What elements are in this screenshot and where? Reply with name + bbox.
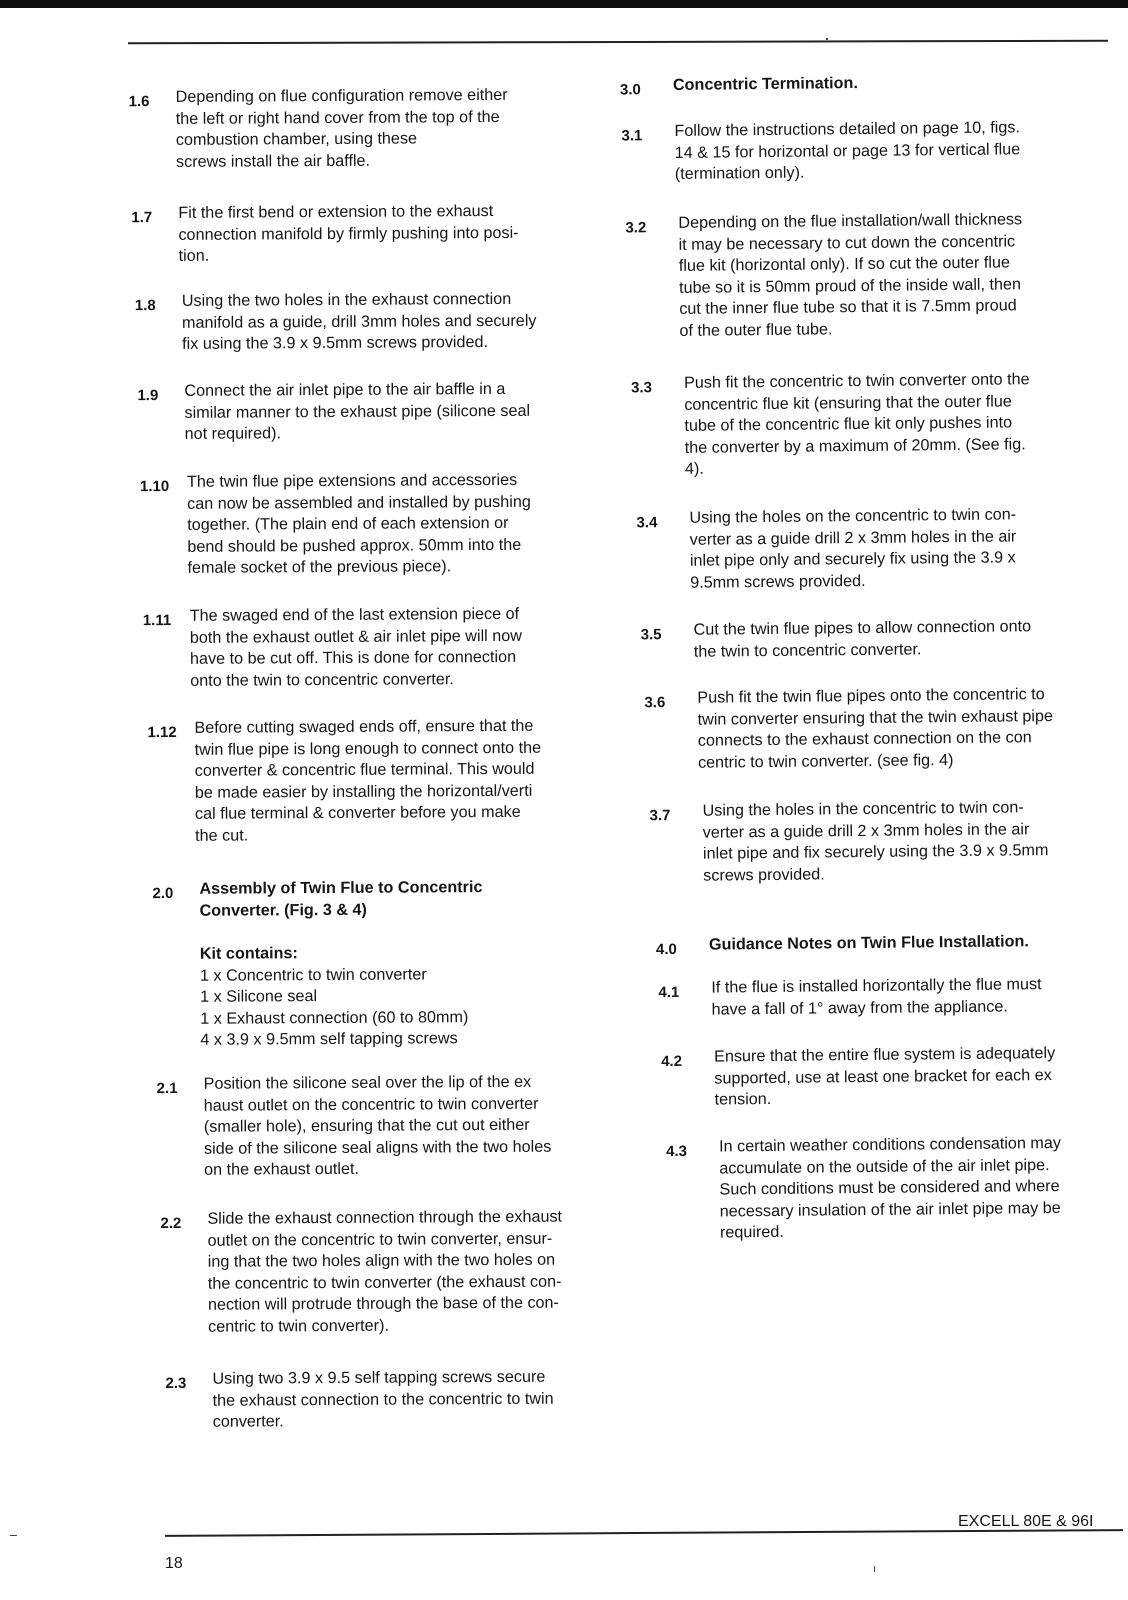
section-3-0 xyxy=(619,71,1040,99)
item-number: 1.11 xyxy=(142,611,172,630)
item-4-3 xyxy=(666,1133,1086,1242)
item-number: 3.1 xyxy=(621,127,643,145)
item-3-3 xyxy=(631,369,1051,478)
footer-model-name: EXCELL 80E & 96I xyxy=(958,1513,1094,1530)
kit-item: 1 x Silicone seal xyxy=(200,987,318,1006)
item-text: Ensure that the entire flue system is adequately supported, use at least one bracket for each ex tension. xyxy=(714,1044,1056,1109)
section-number: 4.0 xyxy=(655,940,677,959)
item-4-2 xyxy=(661,1043,1081,1109)
item-3-4 xyxy=(636,504,1056,592)
item-text: Depending on flue configuration remove either the left or right hand cover from the top of the combustion chamber, using these screws install the air baffle. xyxy=(175,85,508,171)
item-text: Follow the instructions detailed on page 10, figs. 14 & 15 for horizontal or page 13 for vertical flue (termination only). xyxy=(674,118,1021,183)
item-3-5 xyxy=(640,616,1061,661)
item-number: 2.3 xyxy=(165,1374,187,1393)
kit-item: 1 x Exhaust connection (60 to 80mm) xyxy=(200,1007,469,1028)
kit-item: 4 x 3.9 x 9.5mm self tapping screws xyxy=(200,1029,458,1049)
item-text: Using the two holes in the exhaust connection manifold as a guide, drill 3mm holes and securely fix using the 3.9 x 9.5mm screws provided. xyxy=(181,289,537,353)
kit-title: Kit contains: xyxy=(199,944,298,963)
scan-speck xyxy=(10,1535,17,1536)
item-text: Push fit the concentric to twin converter onto the concentric flue kit (ensuring that the outer flue tube of the concentric flue kit only pushes into the converter by a maximum of 20mm. (See fig. 4). xyxy=(683,370,1030,478)
item-number: 3.4 xyxy=(636,514,658,532)
item-number: 4.3 xyxy=(666,1142,688,1161)
item-3-7 xyxy=(649,797,1069,885)
section-4-0 xyxy=(655,931,1076,959)
item-text: Using the holes in the concentric to twin con- verter as a guide drill 2 x 3mm holes in the air inlet pipe and fix securely using the 3.9 x 9.5mm screws provided. xyxy=(702,798,1049,885)
item-number: 4.1 xyxy=(658,983,680,1002)
item-number: 2.2 xyxy=(160,1214,182,1233)
item-number: 1.8 xyxy=(134,297,156,315)
item-text: Connect the air inlet pipe to the air baffle in a similar manner to the exhaust pipe (silicone seal not required). xyxy=(184,379,531,443)
section-text xyxy=(709,930,1119,956)
item-number: 1.9 xyxy=(137,387,159,405)
item-text: Push fit the twin flue pipes onto the concentric to twin converter ensuring that the twin exhaust pipe connects to the exhaust connection on the con centric to twin converter. (see fig. 4) xyxy=(697,685,1054,772)
item-text: Slide the exhaust connection through the exhaust outlet on the concentric to twin converter, ensur- ing that the two holes align with the two holes on the concentric to twin converter (the exhaust con- nection will protrude through the base of the con- centric to twin converter). xyxy=(207,1207,563,1336)
item-3-2 xyxy=(625,209,1045,340)
scan-speck xyxy=(874,1566,875,1572)
item-4-1 xyxy=(658,974,1078,1019)
item-number: 1.10 xyxy=(139,477,170,496)
item-text: Using the holes on the concentric to twin con- verter as a guide drill 2 x 3mm holes in the air inlet pipe only and securely fix using the 3.9 x 9.5mm screws provided. xyxy=(689,505,1017,592)
item-text: The swaged end of the last extension piece of both the exhaust outlet & air inlet pipe will now have to be cut off. This is done for connection onto the twin to concentric converter. xyxy=(189,604,522,690)
item-3-6 xyxy=(644,684,1064,772)
item-number: 3.6 xyxy=(644,694,666,712)
item-number: 2.1 xyxy=(156,1079,178,1098)
item-number: 4.2 xyxy=(661,1052,683,1071)
item-text: Before cutting swaged ends off, ensure that the twin flue pipe is long enough to connect onto the converter & concentric flue terminal. This would be made easier by installing the horizontal/verti cal flue terminal & converter before you make the cut. xyxy=(194,716,542,845)
section-text xyxy=(673,71,1083,97)
item-number: 3.3 xyxy=(631,379,653,397)
section-heading: Assembly of Twin Flue to Concentric xyxy=(199,878,483,898)
item-text: Position the silicone seal over the lip of the ex haust outlet on the concentric to twin converter (smaller hole), ensuring that the cut out either side of the silicone seal aligns with the two holes on the exhaust outlet. xyxy=(203,1072,552,1179)
kit-item: 1 x Concentric to twin converter xyxy=(199,964,427,985)
item-number: 1.12 xyxy=(147,723,177,742)
section-number: 3.0 xyxy=(619,81,641,99)
section-heading: Concentric Termination. xyxy=(672,74,858,94)
item-text: The twin flue pipe extensions and accessories can now be assembled and installed by pushing together. (The plain end of each extension or bend should be pushed approx. 50mm into the female socket of the previous piece). xyxy=(186,470,531,577)
item-text: Using two 3.9 x 9.5 self tapping screws secure the exhaust connection to the concentric to twin converter. xyxy=(212,1367,554,1431)
item-number: 1.6 xyxy=(128,93,150,111)
item-number: 1.7 xyxy=(131,209,153,227)
item-text: Cut the twin flue pipes to allow connection onto the twin to concentric converter. xyxy=(693,617,1032,661)
item-number: 3.7 xyxy=(649,807,671,825)
item-3-1 xyxy=(621,117,1041,183)
section-heading: Converter. (Fig. 3 & 4) xyxy=(199,900,367,920)
item-text: Depending on the flue installation/wall thickness it may be necessary to cut down the concentric flue kit (horizontal only). If so cut the outer flue tube so it is 50mm proud of the inside wall, then cut the inner flue tube so that it is 7.5mm proud of the outer flue tube. xyxy=(678,210,1023,340)
page-number: 18 xyxy=(165,1555,183,1572)
section-number: 2.0 xyxy=(152,884,174,903)
item-number: 3.5 xyxy=(640,626,662,644)
scan-speck xyxy=(826,38,828,40)
item-text: In certain weather conditions condensation may accumulate on the outside of the air inlet pipe. Such conditions must be considered and where necessary insulation of the air inlet pipe may be required. xyxy=(718,1133,1062,1242)
item-text: Fit the first bend or extension to the exhaust connection manifold by firmly pushing into posi- tion. xyxy=(178,201,519,265)
item-text: If the flue is installed horizontally the flue must have a fall of 1° away from the appliance. xyxy=(711,975,1042,1019)
section-heading: Guidance Notes on Twin Flue Installation. xyxy=(708,932,1029,954)
item-number: 3.2 xyxy=(625,219,647,237)
